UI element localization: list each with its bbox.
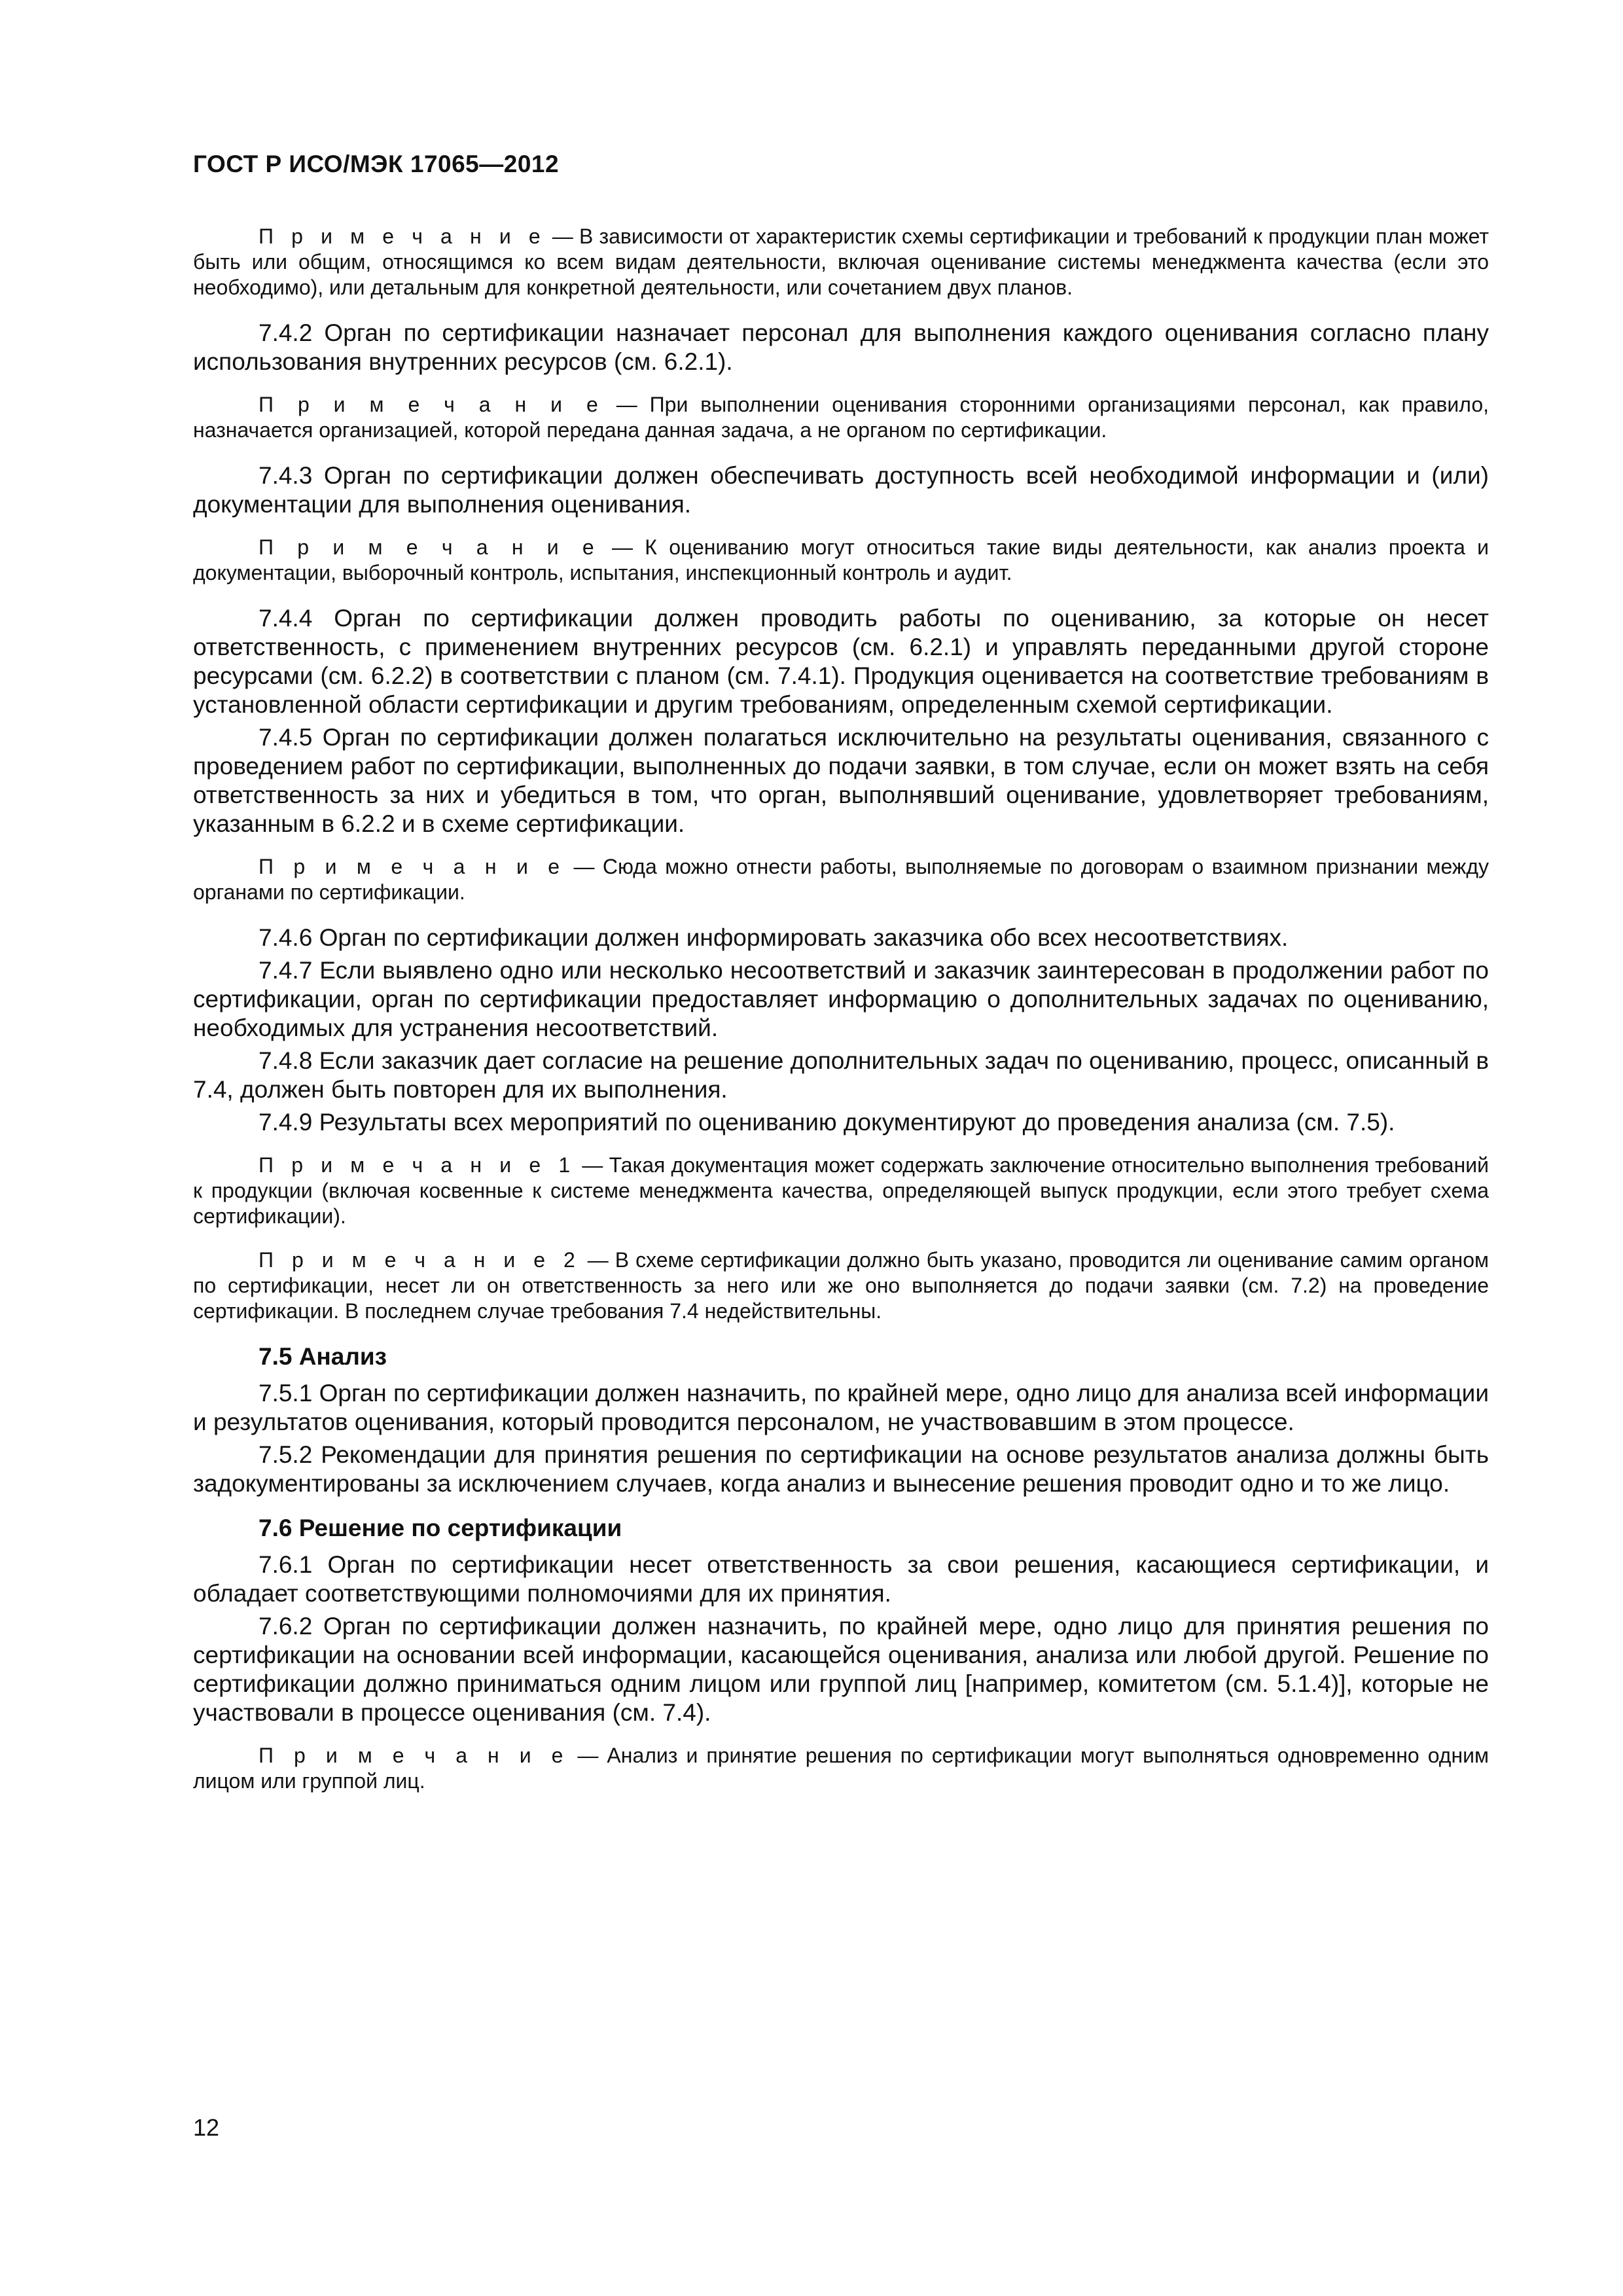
clause-7-4-7: 7.4.7 Если выявлено одно или несколько несоответствий и заказчик заинтересован в продолжении работ по сертификации, орган по сертификации предоставляет информацию о дополнительных задачах по оцениванию, необходимых для устранения несоответствий.	[193, 957, 1489, 1041]
note-label: П р и м е ч а н и е	[259, 224, 546, 248]
clause-7-4-5: 7.4.5 Орган по сертификации должен полагаться исключительно на результаты оценивания, связанного с проведением работ по сертификации, выполненных до подачи заявки, в том случае, если он может взять на себя ответственность за них и убедиться в том, что орган, выполнявший оценивание, удовлетворяет требованиям, указанным в 6.2.2 и в схеме сертификации.	[193, 724, 1489, 837]
clause-7-6-2: 7.6.2 Орган по сертификации должен назначить, по крайней мере, одно лицо для принятия решения по сертификации на основании всей информации, касающейся оценивания, анализа или любой другой. Решение по сертификации должно приниматься одним лицом или группой лиц [например, комитетом (см. 5.1.4)], которые не участвовали в процессе оценивания (см. 7.4).	[193, 1613, 1489, 1726]
note-text: — Анализ и принятие решения по сертификации могут выполняться одновременно одним лицом или группой лиц.	[193, 1744, 1489, 1793]
note-paragraph	[193, 392, 1489, 443]
page-number: 12	[193, 2114, 220, 2141]
document-header: ГОСТ Р ИСО/МЭК 17065—2012	[193, 151, 560, 177]
note-paragraph	[193, 854, 1489, 905]
note-paragraph	[193, 1247, 1489, 1324]
clause-7-4-8: 7.4.8 Если заказчик дает согласие на решение дополнительных задач по оцениванию, процесс, описанный в 7.4, должен быть повторен для их выполнения.	[193, 1047, 1489, 1103]
clause-7-5-1: 7.5.1 Орган по сертификации должен назначить, по крайней мере, одно лицо для анализа всей информации и результатов оценивания, который проводится персоналом, не участвовавшим в этом процессе.	[193, 1380, 1489, 1435]
clause-7-6-1: 7.6.1 Орган по сертификации несет ответственность за свои решения, касающиеся сертификации, и обладает соответствующими полномочиями для их принятия.	[193, 1551, 1489, 1607]
document-page	[193, 151, 1489, 1812]
note-text: — В зависимости от характеристик схемы сертификации и требований к продукции план может быть или общим, относящимся ко всем видам деятельности, включая оценивание системы менеджмента качества (если это необходимо), или детальным для конкретной деятельности, или сочетанием двух планов.	[193, 224, 1489, 299]
clause-7-4-6: 7.4.6 Орган по сертификации должен информировать заказчика обо всех несоответствиях.	[259, 924, 1289, 951]
note-text: — При выполнении оценивания сторонними организациями персонал, как правило, назначается организацией, которой передана данная задача, а не органом по сертификации.	[193, 393, 1489, 442]
section-heading-7-6: 7.6 Решение по сертификации	[259, 1515, 622, 1541]
note-label: П р и м е ч а н и е	[259, 393, 604, 416]
note-text: — Такая документация может содержать заключение относительно выполнения требований к продукции (включая косвенные к системе менеджмента качества, определяющей выпуск продукции, если этого требует схема сертификации).	[193, 1153, 1489, 1228]
note-label: П р и м е ч а н и е	[259, 535, 600, 559]
clause-7-4-4: 7.4.4 Орган по сертификации должен проводить работы по оцениванию, за которые он несет ответственность, с применением внутренних ресурсов (см. 6.2.1) и управлять переданными другой стороне ресурсами (см. 6.2.2) в соответствии с планом (см. 7.4.1). Продукция оценивается на соответствие требованиям в установленной области сертификации и другим требованиям, определенным схемой сертификации.	[193, 605, 1489, 718]
note-label: П р и м е ч а н и е	[259, 1744, 569, 1767]
note-label: П р и м е ч а н и е	[259, 855, 566, 878]
note-text: — Сюда можно отнести работы, выполняемые по договорам о взаимном признании между органами по сертификации.	[193, 855, 1489, 904]
note-label: П р и м е ч а н и е 2	[259, 1248, 581, 1272]
note-paragraph	[193, 224, 1489, 300]
note-paragraph	[193, 1153, 1489, 1229]
clause-7-5-2: 7.5.2 Рекомендации для принятия решения по сертификации на основе результатов анализа должны быть задокументированы за исключением случаев, когда анализ и вынесение решения проводит одно и то же лицо.	[193, 1441, 1489, 1497]
clause-7-4-3: 7.4.3 Орган по сертификации должен обеспечивать доступность всей необходимой информации и (или) документации для выполнения оценивания.	[193, 462, 1489, 518]
note-label: П р и м е ч а н и е 1	[259, 1153, 577, 1177]
note-paragraph	[193, 535, 1489, 586]
note-text: — К оцениванию могут относиться такие виды деятельности, как анализ проекта и документации, выборочный контроль, испытания, инспекционный контроль и аудит.	[193, 535, 1489, 584]
note-text: — В схеме сертификации должно быть указано, проводится ли оценивание самим органом по сертификации, несет ли он ответственность за него или же оно выполняется до подачи заявки (см. 7.2) на проведение сертификации. В последнем случае требования 7.4 недействительны.	[193, 1248, 1489, 1323]
note-paragraph	[193, 1743, 1489, 1794]
section-heading-7-5: 7.5 Анализ	[259, 1343, 387, 1370]
clause-7-4-2: 7.4.2 Орган по сертификации назначает персонал для выполнения каждого оценивания согласно плану использования внутренних ресурсов (см. 6.2.1).	[193, 319, 1489, 375]
clause-7-4-9: 7.4.9 Результаты всех мероприятий по оцениванию документируют до проведения анализа (см. 7.5).	[259, 1109, 1395, 1136]
